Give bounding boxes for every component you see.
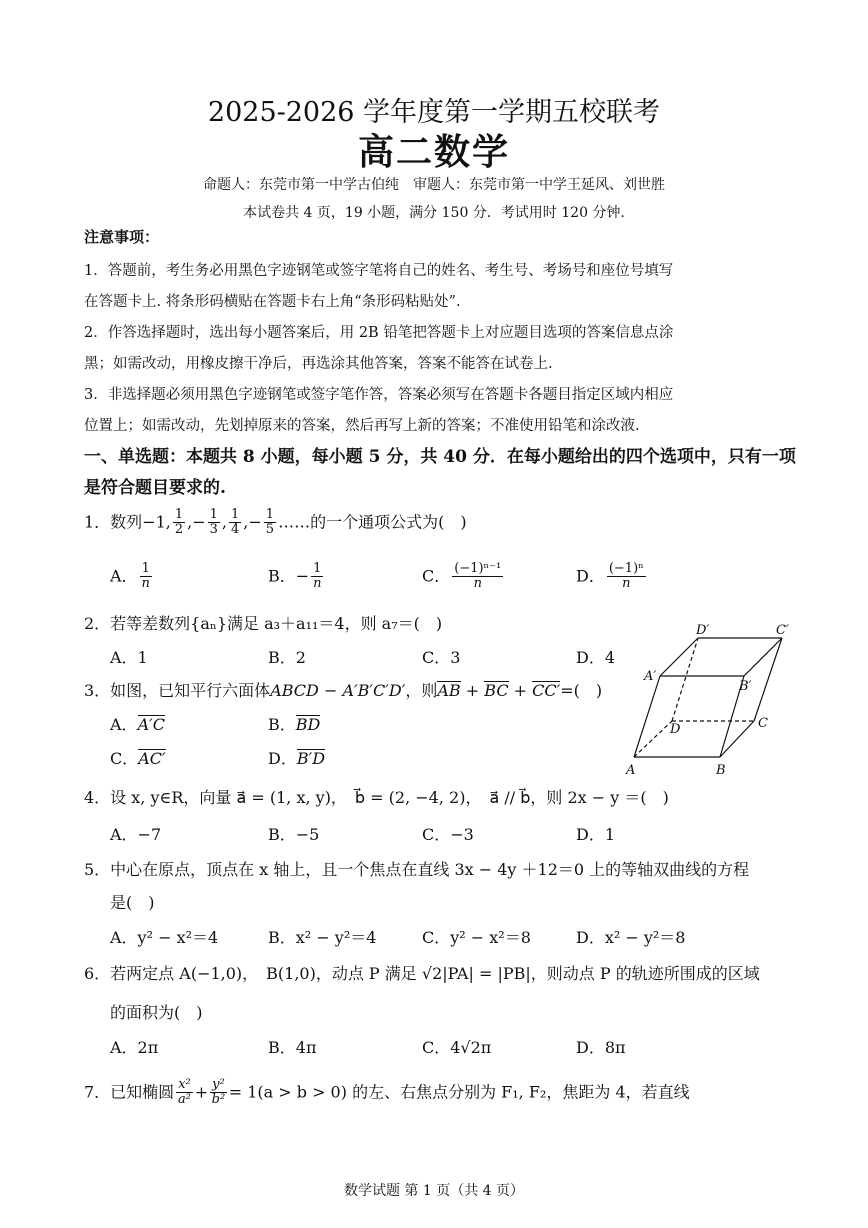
question-7: 7．已知椭圆 $\frac{\text{x²}}{\text{a²}}$ + $\frac{\text{y²}}{\text{b²}}$ = 1(a > b > 0) 的左、右焦点分别为 F₁, F₂，焦距为 4，若直线	[84, 1077, 690, 1108]
q1-frac: $\frac{1}{5}$	[265, 507, 275, 538]
q1-frac: $\frac{1}{3}$	[209, 507, 218, 538]
q6-option-a: A．2π	[110, 1038, 159, 1057]
q4-option-a: A．−7	[110, 825, 162, 844]
q2-option-d: D．4	[576, 648, 616, 667]
q1-frac: $\frac{1}{2}$	[174, 507, 184, 538]
question-2: 2．若等差数列{aₙ}满足 a₃＋a₁₁＝4，则 a₇＝( )	[84, 614, 443, 633]
notice-line: 在答题卡上. 将条形码横贴在答题卡右上角“条形码粘贴处”.	[84, 294, 461, 310]
question-6-cont: 的面积为( )	[110, 1003, 203, 1022]
q1-pre: 1．数列	[84, 512, 143, 532]
question-1: 1．数列−1, $\frac{1}{2}$ ,− $\frac{1}{3}$ , $\frac{1}{4}$ ,− $\frac{1}{5}$ ……的一个通项公式为( )	[84, 507, 467, 538]
page-footer: 数学试题 第 1 页（共 4 页）	[343, 1183, 525, 1199]
notice-line: 位置上；如需改动，先划掉原来的答案，然后再写上新的答案；不准使用铅笔和涂改液.	[84, 418, 640, 434]
q1-seq: −1,	[142, 512, 171, 532]
q2-option-b: B．2	[268, 648, 306, 667]
vector-bc: BC	[484, 681, 509, 700]
notice-heading: 注意事项：	[84, 228, 160, 246]
authors-line: 命题人：东莞市第一中学古伯纯 审题人：东莞市第一中学王延风、刘世胜	[203, 177, 665, 193]
q1-option-d: D． $\frac{\text{(−1)ⁿ}}{n}$	[576, 561, 644, 592]
vector-ab: AB	[437, 681, 461, 700]
exam-info: 本试卷共 4 页，19 小题，满分 150 分．考试用时 120 分钟.	[243, 205, 625, 221]
question-3: 3．如图，已知平行六面体ABCD − A′B′C′D′，则AB + BC + CC′=( )	[84, 681, 603, 700]
q1-option-b: B．− $\frac{1}{n}$	[268, 561, 322, 592]
q2-option-c: C．3	[422, 648, 461, 667]
q4-option-b: B．−5	[268, 825, 320, 844]
q3-option-c: C．AC′	[110, 749, 166, 768]
question-5: 5．中心在原点，顶点在 x 轴上，且一个焦点在直线 3x − 4y ＋12＝0 上的等轴双曲线的方程	[84, 860, 750, 879]
parallelepiped-figure	[620, 618, 810, 780]
question-5-cont: 是( )	[110, 893, 155, 912]
q4-option-d: D．1	[576, 825, 616, 844]
edge-cc1	[754, 638, 782, 721]
q1-option-c: C． $\frac{\text{(−1)ⁿ⁻¹}}{n}$	[422, 561, 502, 592]
section-heading-cont: 是符合题目要求的.	[84, 478, 226, 498]
subject-title: 高二数学	[357, 131, 510, 173]
q1-frac: $\frac{1}{4}$	[231, 507, 240, 538]
question-4: 4．设 x, y∈R，向量 a⃗ = (1, x, y)， b⃗ = (2, −4, 2)， a⃗ // b⃗，则 2x − y ＝( )	[84, 788, 669, 807]
label-c1: C′	[776, 623, 789, 638]
section-heading: 一、单选题：本题共 8 小题，每小题 5 分，共 40 分．在每小题给出的四个选项中，只有一项	[84, 447, 796, 467]
notice-line: 黑；如需改动，用橡皮擦干净后，再选涂其他答案，答案不能答在试卷上.	[84, 356, 553, 372]
q6-option-c: C．4√2π	[422, 1038, 492, 1057]
q1-post: ……的一个通项公式为( )	[278, 512, 467, 532]
q5-option-a: A．y² − x²＝4	[110, 928, 219, 947]
q3-option-d: D．B′D	[268, 749, 326, 768]
label-b: B	[716, 763, 726, 778]
label-d1: D′	[696, 623, 710, 638]
q5-option-b: B．x² − y²＝4	[268, 928, 377, 947]
edge-b1c1	[744, 638, 782, 676]
vector-cc1: CC′	[532, 681, 561, 700]
label-d: D	[670, 722, 681, 737]
label-c: C	[758, 716, 768, 731]
q1-option-a: A． $\frac{1}{n}$	[110, 561, 150, 592]
q3-option-b: B．BD	[268, 715, 321, 734]
notice-line: 3．非选择题必须用黑色字迹钢笔或签字笔作答，答案必须写在答题卡各题目指定区域内相应	[84, 387, 674, 403]
exam-title: 2025-2026 学年度第一学期五校联考	[207, 97, 661, 128]
q5-option-c: C．y² − x²＝8	[422, 928, 531, 947]
label-a: A	[626, 763, 636, 778]
question-6: 6．若两定点 A(−1,0)， B(1,0)，动点 P 满足 √2|PA| = |PB|，则动点 P 的轨迹所围成的区域	[84, 964, 760, 983]
q4-option-c: C．−3	[422, 825, 474, 844]
edge-a1d1	[660, 638, 698, 676]
q6-option-b: B．4π	[268, 1038, 317, 1057]
label-b1: B′	[739, 679, 752, 694]
notice-line: 1．答题前，考生务必用黑色字迹钢笔或签字笔将自己的姓名、考生号、考场号和座位号填写	[84, 263, 674, 279]
notice-line: 2．作答选择题时，选出每小题答案后，用 2B 铅笔把答题卡上对应题目选项的答案信息点涂	[84, 325, 674, 341]
label-a1: A′	[644, 669, 657, 684]
q3-option-a: A．A′C	[110, 715, 165, 734]
q2-option-a: A．1	[110, 648, 148, 667]
q6-option-d: D．8π	[576, 1038, 626, 1057]
q5-option-d: D．x² − y²＝8	[576, 928, 686, 947]
